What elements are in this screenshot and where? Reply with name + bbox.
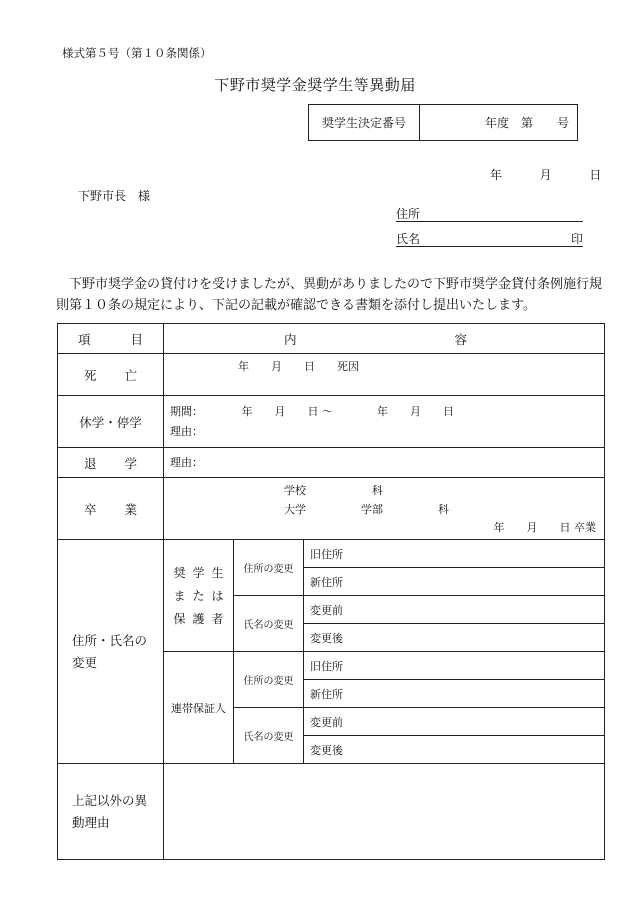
graduation-content[interactable] [164, 478, 605, 540]
graduation-label: 卒 業 [58, 478, 164, 540]
withdrawal-content[interactable] [164, 448, 605, 478]
withdrawal-row [58, 448, 605, 478]
graduation-date: 年 月 日 卒業 [493, 521, 596, 534]
date-year-label: 年 [490, 168, 503, 182]
body-text: 下野市奨学金の貸付けを受けましたが、異動がありましたので下野市奨学金貸付条例施行規則第１０条の規定により、下記の記載が確認できる書類を添付し提出いたします。 [56, 277, 603, 313]
graduation-school: 学校 科 [284, 484, 383, 497]
name-label: 氏名 [396, 232, 421, 246]
leave-period: 期間： 年 月 日 ～ 年 月 日 [170, 404, 454, 418]
guarantor-name-change: 氏名の変更 [234, 708, 304, 764]
address-signature-line[interactable] [396, 205, 583, 222]
leave-reason: 理由： [170, 424, 203, 438]
guarantor-group: 連帯保証人 [164, 652, 234, 764]
address-label: 住所 [396, 207, 421, 221]
death-label: 死 亡 [58, 354, 164, 396]
guarantor-old-address[interactable]: 旧住所 [304, 652, 605, 680]
withdrawal-reason: 理由： [170, 455, 203, 469]
addressee: 下野市長 様 [78, 189, 151, 203]
student-old-address[interactable]: 旧住所 [304, 540, 605, 568]
form-number: 様式第５号（第１０条関係） [62, 46, 212, 60]
other-reason-row [58, 764, 605, 860]
graduation-row [58, 478, 605, 540]
name-signature-line[interactable] [396, 230, 583, 247]
table-header-row [58, 324, 605, 354]
death-content[interactable]: 年 月 日 死因 [164, 354, 605, 396]
other-reason-content[interactable] [164, 764, 605, 860]
change-row-1 [58, 540, 605, 568]
student-guardian-group: 奨 学 生 ま た は 保 護 者 [164, 540, 234, 652]
guarantor-new-address[interactable]: 新住所 [304, 680, 605, 708]
student-name-after[interactable]: 変更後 [304, 624, 605, 652]
student-new-address[interactable]: 新住所 [304, 568, 605, 596]
student-name-change: 氏名の変更 [234, 596, 304, 652]
guarantor-name-before[interactable]: 変更前 [304, 708, 605, 736]
decision-number-label: 奨学生決定番号 [309, 105, 420, 140]
student-address-change: 住所の変更 [234, 540, 304, 596]
decision-number-field[interactable]: 年度 第 号 [484, 116, 569, 130]
other-reason-label: 上記以外の異動理由 [58, 764, 164, 860]
withdrawal-label: 退 学 [58, 448, 164, 478]
change-report-table [57, 323, 605, 860]
seal-mark: 印 [570, 232, 583, 246]
date-month-label: 月 [539, 168, 552, 182]
submission-date[interactable] [490, 166, 601, 183]
leave-row [58, 396, 605, 448]
page-title: 下野市奨学金奨学生等異動届 [214, 76, 416, 94]
change-label: 住所・氏名の変更 [58, 540, 164, 764]
death-row [58, 354, 605, 396]
header-content: 内 容 [164, 324, 605, 354]
date-day-label: 日 [589, 168, 602, 182]
leave-content[interactable] [164, 396, 605, 448]
student-name-before[interactable]: 変更前 [304, 596, 605, 624]
leave-label: 休学・停学 [58, 396, 164, 448]
decision-number-box [308, 104, 578, 141]
graduation-university: 大学 学部 科 [284, 503, 449, 516]
guarantor-address-change: 住所の変更 [234, 652, 304, 708]
guarantor-name-after[interactable]: 変更後 [304, 736, 605, 764]
header-item: 項 目 [58, 324, 164, 354]
